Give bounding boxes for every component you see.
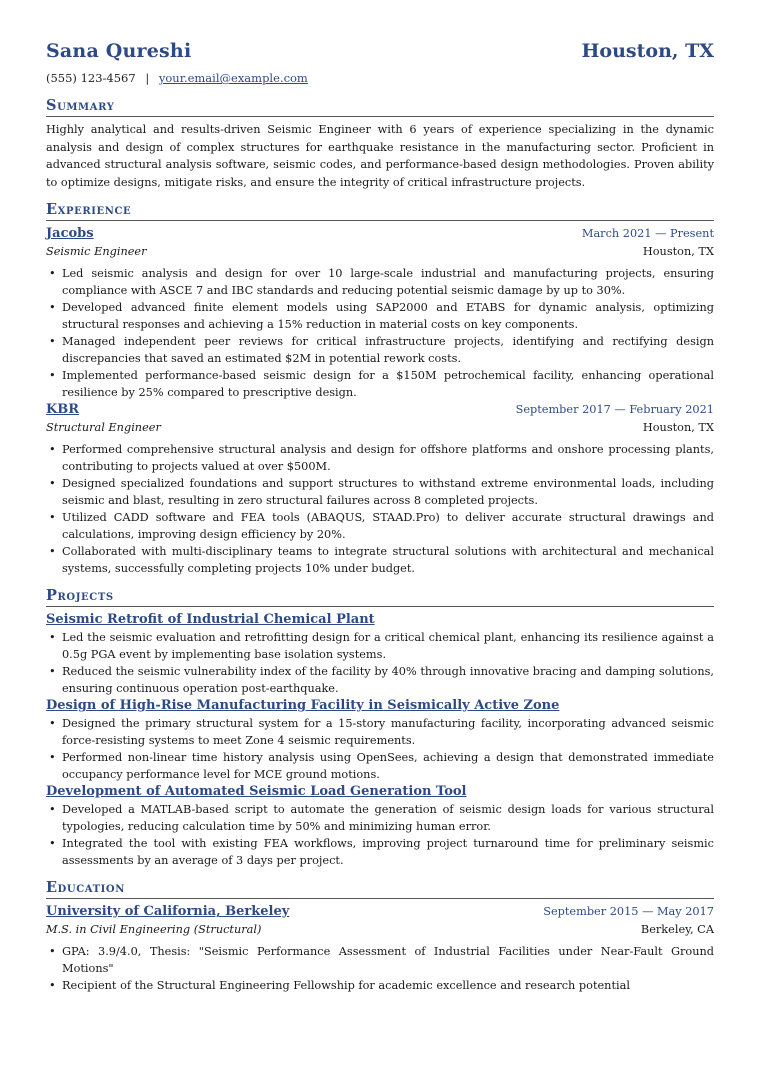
bullet-item: • Collaborated with multi-disciplinary teams to integrate structural solutions with architectural and mechanical systems, successfully completing projects 10% under budget. xyxy=(62,543,714,577)
school-location: Berkeley, CA xyxy=(640,923,714,937)
education-entry-header xyxy=(46,903,714,921)
experience-entry-header xyxy=(46,225,714,243)
project-title[interactable]: Seismic Retrofit of Industrial Chemical Plant xyxy=(46,612,375,628)
section-title-summary: Summary xyxy=(46,97,714,117)
bullet-item: • Performed non-linear time history analysis using OpenSees, achieving a design that demonstrated immediate occupancy performance level for MCE ground motions. xyxy=(62,749,714,783)
experience-entry-header xyxy=(46,401,714,419)
bullet-item: • GPA: 3.9/4.0, Thesis: "Seismic Performance Assessment of Industrial Facilities under Near-Fault Ground Motions" xyxy=(62,943,714,977)
experience-entry xyxy=(46,225,714,401)
email-link[interactable]: your.email@example.com xyxy=(158,71,308,85)
job-location: Houston, TX xyxy=(642,245,714,259)
contact-separator: | xyxy=(145,71,150,85)
employment-dates: September 2017 — February 2021 xyxy=(515,403,714,417)
bullet-list xyxy=(46,441,714,577)
bullet-item: • Developed advanced finite element models using SAP2000 and ETABS for dynamic analysis, optimizing structural responses and achieving a 15% reduction in material costs on key components. xyxy=(62,299,714,333)
company-name[interactable]: KBR xyxy=(46,402,80,418)
section-title-experience: Experience xyxy=(46,201,714,221)
bullet-list xyxy=(46,629,714,697)
experience-entry-subheader xyxy=(46,243,714,261)
bullet-item: • Designed the primary structural system for a 15-story manufacturing facility, incorporating advanced seismic force-resisting systems to meet Zone 4 seismic requirements. xyxy=(62,715,714,749)
project-title[interactable]: Design of High-Rise Manufacturing Facility in Seismically Active Zone xyxy=(46,698,560,714)
company-name[interactable]: Jacobs xyxy=(46,226,94,242)
bullet-item: • Utilized CADD software and FEA tools (ABAQUS, STAAD.Pro) to deliver accurate structural drawings and calculations, improving design efficiency by 20%. xyxy=(62,509,714,543)
bullet-item: • Implemented performance-based seismic design for a $150M petrochemical facility, enhancing operational resilience by 25% compared to prescriptive design. xyxy=(62,367,714,401)
education-entry xyxy=(46,903,714,994)
experience-entry xyxy=(46,401,714,577)
section-title-education: Education xyxy=(46,879,714,899)
candidate-name: Sana Qureshi xyxy=(46,40,192,62)
project-entry xyxy=(46,697,714,783)
project-title[interactable]: Development of Automated Seismic Load Generation Tool xyxy=(46,784,467,800)
job-location: Houston, TX xyxy=(642,421,714,435)
bullet-item: • Led seismic analysis and design for over 10 large-scale industrial and manufacturing projects, ensuring compliance with ASCE 7 and IBC standards and reducing potential seismic damage by up to 30%. xyxy=(62,265,714,299)
bullet-item: • Integrated the tool with existing FEA workflows, improving project turnaround time for preliminary seismic assessments by an average of 3 days per project. xyxy=(62,835,714,869)
bullet-list xyxy=(46,265,714,401)
candidate-location: Houston, TX xyxy=(581,40,714,62)
project-entry xyxy=(46,611,714,697)
bullet-item: • Developed a MATLAB-based script to automate the generation of seismic design loads for various structural typologies, reducing calculation time by 50% and minimizing human error. xyxy=(62,801,714,835)
contact-line xyxy=(46,71,714,85)
summary-text: Highly analytical and results-driven Seismic Engineer with 6 years of experience specializing in the dynamic analysis and design of complex structures for earthquake resistance in the manufacturing sector. Proficient in advanced structural analysis software, seismic codes, and performance-based design methodologies. Proven ability to optimize designs, mitigate risks, and ensure the integrity of critical infrastructure projects. xyxy=(46,123,714,189)
bullet-item: • Performed comprehensive structural analysis and design for offshore platforms and onshore processing plants, contributing to projects valued at over $500M. xyxy=(62,441,714,475)
bullet-item: • Reduced the seismic vulnerability index of the facility by 40% through innovative bracing and damping solutions, ensuring continuous operation post-earthquake. xyxy=(62,663,714,697)
bullet-list xyxy=(46,715,714,783)
employment-dates: March 2021 — Present xyxy=(581,227,714,241)
bullet-item: • Led the seismic evaluation and retrofitting design for a critical chemical plant, enhancing its resilience against a 0.5g PGA event by implementing base isolation systems. xyxy=(62,629,714,663)
degree: M.S. in Civil Engineering (Structural) xyxy=(46,923,262,937)
bullet-item: • Recipient of the Structural Engineering Fellowship for academic excellence and research potential xyxy=(62,977,714,994)
resume-page xyxy=(46,40,714,994)
bullet-item: • Managed independent peer reviews for critical infrastructure projects, identifying and rectifying design discrepancies that saved an estimated $2M in potential rework costs. xyxy=(62,333,714,367)
bullet-list xyxy=(46,801,714,869)
experience-entry-subheader xyxy=(46,419,714,437)
job-title: Seismic Engineer xyxy=(46,245,147,259)
school-name[interactable]: University of California, Berkeley xyxy=(46,904,290,920)
bullet-list xyxy=(46,943,714,994)
project-entry xyxy=(46,783,714,869)
resume-header xyxy=(46,40,714,62)
phone-number: (555) 123-4567 xyxy=(46,71,136,85)
section-title-projects: Projects xyxy=(46,587,714,607)
education-dates: September 2015 — May 2017 xyxy=(543,905,714,919)
job-title: Structural Engineer xyxy=(46,421,161,435)
bullet-item: • Designed specialized foundations and support structures to withstand extreme environmental loads, including seismic and blast, resulting in zero structural failures across 8 completed projects. xyxy=(62,475,714,509)
education-entry-subheader xyxy=(46,921,714,939)
